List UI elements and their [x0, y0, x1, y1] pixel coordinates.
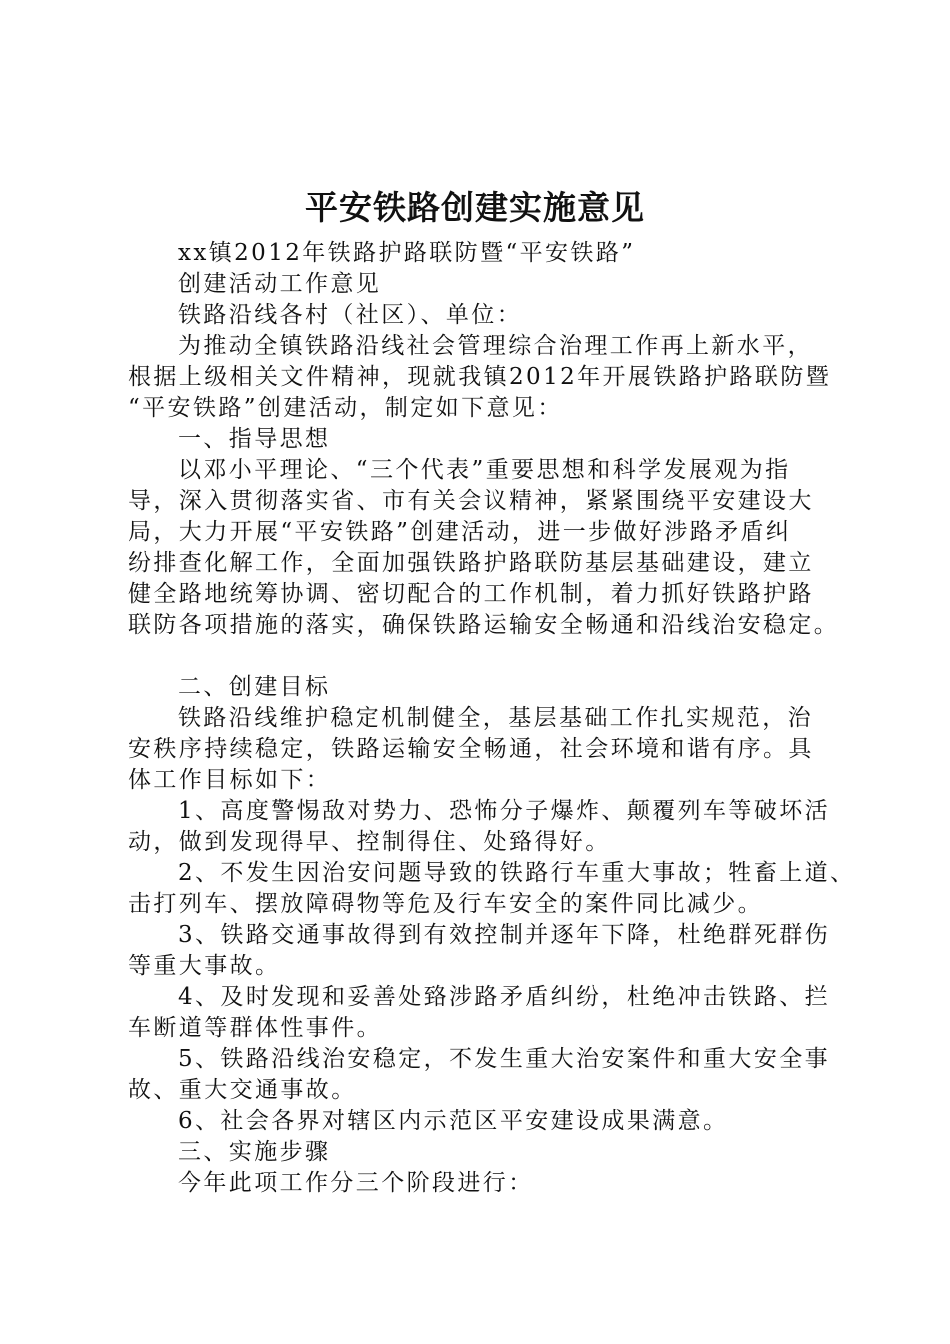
- paragraph-line: “平安铁路”创建活动，制定如下意见：: [128, 395, 563, 421]
- paragraph-line: 纷排查化解工作，全面加强铁路护路联防基层基础建设，建立: [128, 550, 814, 576]
- list-item-line: 5、铁路沿线治安稳定，不发生重大治安案件和重大安全事: [178, 1046, 831, 1072]
- list-item-line: 故、重大交通事故。: [128, 1077, 357, 1103]
- paragraph-line: 为推动全镇铁路沿线社会管理综合治理工作再上新水平，: [178, 333, 813, 359]
- list-item-line: 2、不发生因治安问题导致的铁路行车重大事故；牲畜上道、: [178, 860, 856, 886]
- section-heading: 三、实施步骤: [178, 1139, 331, 1165]
- paragraph-line: 导，深入贯彻落实省、市有关会议精神，紧紧围绕平安建设大: [128, 488, 814, 514]
- section-heading: 一、指导思想: [178, 426, 331, 452]
- addressee: 铁路沿线各村（社区）、单位：: [178, 302, 523, 328]
- document-title: 平安铁路创建实施意见: [305, 188, 645, 227]
- paragraph-line: 安秩序持续稳定，铁路运输安全畅通，社会环境和谐有序。具: [128, 736, 814, 762]
- paragraph-line: 联防各项措施的落实，确保铁路运输安全畅通和沿线治安稳定。: [128, 612, 840, 638]
- list-item-line: 动，做到发现得早、控制得住、处臵得好。: [128, 829, 611, 855]
- list-item-line: 击打列车、摆放障碍物等危及行车安全的案件同比减少。: [128, 891, 763, 917]
- paragraph-line: 局，大力开展“平安铁路”创建活动，进一步做好涉路矛盾纠: [128, 519, 792, 545]
- list-item-line: 6、社会各界对辖区内示范区平安建设成果满意。: [178, 1108, 729, 1134]
- paragraph-line: 根据上级相关文件精神，现就我镇2012年开展铁路护路联防暨: [128, 364, 832, 390]
- list-item-line: 1、高度警惕敌对势力、恐怖分子爆炸、颠覆列车等破坏活: [178, 798, 831, 824]
- list-item-line: 车断道等群体性事件。: [128, 1015, 382, 1041]
- document-body: [128, 238, 858, 1199]
- subtitle-line-2: 创建活动工作意见: [178, 271, 382, 297]
- subtitle-line-1: xx镇2012年铁路护路联防暨“平安铁路”: [178, 240, 636, 266]
- paragraph-line: 体工作目标如下：: [128, 767, 332, 793]
- list-item-line: 4、及时发现和妥善处臵涉路矛盾纠纷，杜绝冲击铁路、拦: [178, 984, 831, 1010]
- section-heading: 二、创建目标: [178, 674, 331, 700]
- paragraph-line: 健全路地统筹协调、密切配合的工作机制，着力抓好铁路护路: [128, 581, 814, 607]
- paragraph-line: 今年此项工作分三个阶段进行：: [178, 1170, 534, 1196]
- paragraph-line: 以邓小平理论、“三个代表”重要思想和科学发展观为指: [178, 457, 791, 483]
- list-item-line: 3、铁路交通事故得到有效控制并逐年下降，杜绝群死群伤: [178, 922, 831, 948]
- paragraph-gap: [128, 641, 858, 672]
- list-item-line: 等重大事故。: [128, 953, 281, 979]
- paragraph-line: 铁路沿线维护稳定机制健全，基层基础工作扎实规范，治: [178, 705, 813, 731]
